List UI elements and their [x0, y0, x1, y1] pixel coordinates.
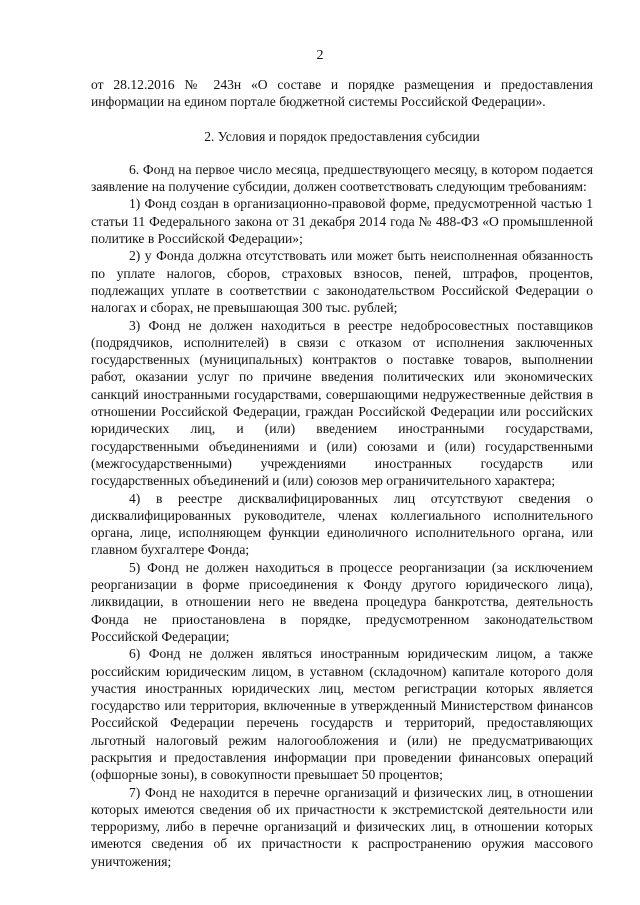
item-2: 2) у Фонда должна отсутствовать или может быть неисполненная обязанность по уплате налогов, сборов, страховых взносов, пеней, штрафов, процентов, подлежащих уплате в соответствии с законодательством Российской Федерации о налогах и сборах, не превышающая 300 тыс. рублей; [91, 248, 593, 316]
item-3: 3) Фонд не должен находиться в реестре недобросовестных поставщиков (подрядчиков, исполнителей) в связи с отказом от исполнения заключенных государственных (муниципальных) контрактов о поставке товаров, выполнении работ, оказании услуг по причине введения политических или экономических санкций иностранными государствами, совершающими недружественные действия в отношении Российской Федерации, граждан Российской Федерации или российских юридических лиц, и (или) введением иностранными государствами, государственными объединениями и (или) союзами и (или) государственными (межгосударственными) учреждениями иностранных государств или государственных объединений и (или) союзов мер ограничительного характера; [91, 317, 593, 489]
item-6: 6) Фонд не должен являться иностранным юридическим лицом, а также российским юридическим лицом, в уставном (складочном) капитале которого доля участия иностранных юридических лиц, местом регистрации которых является государство или территория, включенные в утвержденный Министерством финансов Российской Федерации перечень государств и территорий, предоставляющих льготный налоговый режим налогообложения и (или) не предусматривающих раскрытия и предоставления информации при проведении финансовых операций (офшорные зоны), в совокупности превышает 50 процентов; [91, 646, 593, 783]
item-1: 1) Фонд создан в организационно-правовой форме, предусмотренной частью 1 статьи 11 Федерального закона от 31 декабря 2014 года № 488-ФЗ «О промышленной политике в Российской Федерации»; [91, 196, 593, 247]
item-5: 5) Фонд не должен находиться в процессе реорганизации (за исключением реорганизации в форме присоединения к Фонду другого юридического лица), ликвидации, в отношении него не введена процедура банкротства, деятельность Фонда не приостановлена в порядке, предусмотренном законодательством Российской Федерации; [91, 559, 593, 644]
section-title: 2. Условия и порядок предоставления субсидии [204, 128, 480, 144]
document-body [91, 76, 593, 870]
intro-paragraph: от 28.12.2016 № 243н «О составе и порядке размещения и предоставления информации на едином портале бюджетной системы Российской Федерации». [91, 77, 593, 110]
item-4: 4) в реестре дисквалифицированных лиц отсутствуют сведения о дисквалифицированных руководителе, членах коллегиального исполнительного органа, лице, исполняющем функции единоличного исполнительного органа, или главном бухгалтере Фонда; [91, 490, 593, 558]
item-7: 7) Фонд не находится в перечне организаций и физических лиц, в отношении которых имеются сведения об их причастности к экстремистской деятельности или терроризму, либо в перечне организаций и физических лиц, в отношении которых имеются сведения об их причастности к распространению оружия массового уничтожения; [91, 784, 593, 869]
paragraph-6: 6. Фонд на первое число месяца, предшествующего месяцу, в котором подается заявление на получение субсидии, должен соответствовать следующим требованиям: [91, 161, 593, 195]
page-number: 2 [316, 48, 324, 63]
